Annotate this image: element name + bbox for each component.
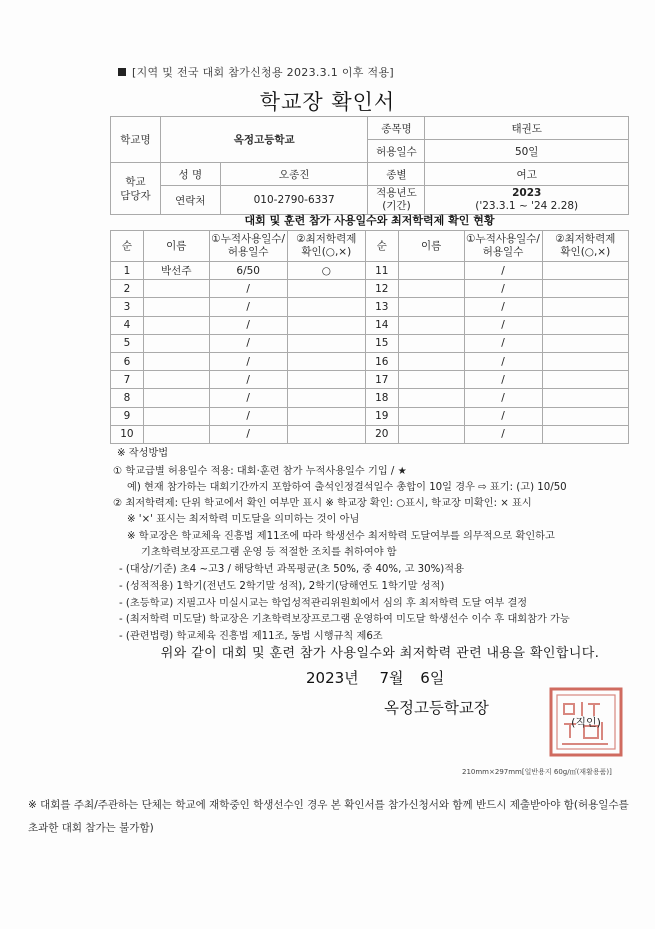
footer-note: ※ 대회를 주최/주관하는 단체는 학교에 재학중인 학생선수인 경우 본 확인서를 참가신청서와 함께 반드시 제출받아야 함(허용일수를 초과한 대회 참가는 불가함) [28,799,629,834]
row-name [398,316,464,334]
school-label: 학교명 [111,117,161,163]
row-name [143,407,209,425]
row-name [143,371,209,389]
row-name [398,298,464,316]
row-no: 18 [365,389,398,407]
acad-header-line1: ②최저학력제 [555,233,616,245]
table-row [111,371,629,389]
row-acad [542,262,628,280]
no-header: 순 [365,231,398,262]
row-days: / [464,316,542,334]
category-label: 종별 [368,163,425,186]
row-acad [542,407,628,425]
date-year: 2023년 [306,669,359,687]
instruction-item: ※ '×' 표시는 최저학력 미도달을 의미하는 것이 아님 [127,514,360,525]
contact-label: 연락처 [160,186,220,215]
row-acad [542,352,628,370]
row-name [398,371,464,389]
row-no: 4 [111,316,144,334]
row-name [398,407,464,425]
row-no: 2 [111,280,144,298]
table-row [111,389,629,407]
row-acad [287,280,365,298]
row-no: 3 [111,298,144,316]
allowed-days-label: 허용일수 [368,140,425,163]
row-name [143,389,209,407]
section-title: 대회 및 훈련 참가 사용일수와 최저학력제 확인 현황 [244,214,495,227]
header-note [118,64,394,80]
principal-name: 옥정고등학교장 [384,699,489,717]
name-header: 이름 [398,231,464,262]
row-days: / [464,334,542,352]
row-acad [542,298,628,316]
row-days: / [209,316,287,334]
instruction-item: ② 최저학력제: 단위 학교에서 확인 여부만 표시 ※ 학교장 확인: ○표시, 학교장 미확인: × 표시 [113,498,532,509]
square-bullet-icon [118,68,126,76]
row-no: 19 [365,407,398,425]
name-value: 오종진 [220,163,368,186]
row-no: 9 [111,407,144,425]
category-value: 여고 [425,163,629,186]
row-name [143,298,209,316]
contact-value: 010-2790-6337 [220,186,368,215]
row-days: / [209,407,287,425]
row-days: / [464,425,542,443]
row-acad [287,352,365,370]
days-header-line1: ①누적사용일수/ [466,233,540,245]
event-value: 태권도 [425,117,629,140]
instruction-item: - (초등학교) 지필고사 미실시교는 학업성적관리위원회에서 심의 후 최저학력 도달 여부 결정 [119,598,528,609]
row-acad [542,316,628,334]
row-no: 17 [365,371,398,389]
seal-mark-label: (직인) [571,716,601,729]
row-name [398,280,464,298]
row-no: 14 [365,316,398,334]
row-no: 15 [365,334,398,352]
year-cell [425,186,629,215]
table-row [111,280,629,298]
confirmation-text: 위와 같이 대회 및 훈련 참가 사용일수와 최저학력 관련 내용을 확인합니다. [160,646,600,661]
row-acad: ○ [287,262,365,280]
acad-header-line2: 확인(○,×) [560,246,611,258]
row-acad [287,316,365,334]
instructions-heading: ※ 작성방법 [117,448,169,459]
row-days: / [209,371,287,389]
days-header-line1: ①누적사용일수/ [211,233,286,245]
table-row [111,407,629,425]
row-acad [542,334,628,352]
row-no: 8 [111,389,144,407]
page-title: 학교장 확인서 [259,90,396,114]
row-name [143,280,209,298]
row-days: / [464,280,542,298]
paper-size-note: 210mm×297mm[일반용지 60g/㎡(재활용품)] [462,768,612,776]
table-row [111,262,629,280]
row-days: / [464,371,542,389]
row-days: / [464,389,542,407]
row-days: / [209,334,287,352]
row-name [398,389,464,407]
acad-header [287,231,365,262]
row-name [398,425,464,443]
table-row [111,316,629,334]
row-acad [287,407,365,425]
instruction-item: - (최저학력 미도달) 학교장은 기초학력보장프로그램 운영하여 미도달 학생선수 이수 후 대회참가 가능 [119,614,570,625]
year-label: 적용년도 (기간) [368,186,425,215]
year-value: 2023 [512,187,542,199]
row-no: 5 [111,334,144,352]
date-month: 7월 [379,669,404,687]
instruction-item: - (대상/기준) 초4 ~고3 / 해당학년 과목평균(초 50%, 중 40%, 고 30%)적용 [119,564,464,575]
row-days: / [464,262,542,280]
school-value: 옥정고등학교 [160,117,368,163]
days-header [209,231,287,262]
event-label: 종목명 [368,117,425,140]
row-days: 6/50 [209,262,287,280]
row-acad [542,280,628,298]
instruction-item: - (관련법령) 학교체육 진흥법 제11조, 동법 시행규칙 제6조 [119,631,383,642]
staff-label: 학교 담당자 [111,163,161,215]
official-seal [548,686,624,758]
row-acad [287,371,365,389]
row-acad [542,389,628,407]
grid-header-row [111,231,629,262]
days-header-line2: 허용일수 [482,246,524,258]
row-days: / [464,352,542,370]
row-acad [287,334,365,352]
table-row [111,425,629,443]
instruction-item: 기초학력보장프로그램 운영 등 적절한 조치를 취하여야 함 [141,547,397,558]
days-header [464,231,542,262]
row-no: 1 [111,262,144,280]
days-header-line2: 허용일수 [227,246,269,258]
allowed-days-value: 50일 [425,140,629,163]
row-days: / [209,425,287,443]
row-days: / [209,280,287,298]
row-name [143,316,209,334]
row-acad [287,298,365,316]
row-name [143,425,209,443]
info-table [110,116,629,215]
row-name [398,334,464,352]
instruction-item: ※ 학교장은 학교체육 진흥법 제11조에 따라 학생선수 최저학력 도달여부를 의무적으로 확인하고 [127,531,555,542]
row-days: / [209,389,287,407]
row-no: 10 [111,425,144,443]
instruction-item: ① 학교급별 허용일수 적용: 대회·훈련 참가 누적사용일수 기입 / ★ [113,466,407,477]
table-row [111,298,629,316]
row-acad [542,425,628,443]
row-name [398,262,464,280]
table-row [111,334,629,352]
instruction-item: 예) 현재 참가하는 대회기간까지 포함하여 출석인정결석일수 총합이 10일 경우 ⇨ 표기: (고) 10/50 [127,482,567,493]
row-days: / [209,298,287,316]
table-row [111,352,629,370]
name-label: 성 명 [160,163,220,186]
acad-header-line2: 확인(○,×) [301,246,352,258]
acad-header-line1: ②최저학력제 [296,233,357,245]
row-no: 11 [365,262,398,280]
row-name [143,334,209,352]
row-no: 20 [365,425,398,443]
period-value: ('23.3.1 ~ '24 2.28) [475,200,579,212]
no-header: 순 [111,231,144,262]
row-acad [542,371,628,389]
row-acad [287,389,365,407]
row-days: / [464,298,542,316]
header-note-text: [지역 및 전국 대회 참가신청용 2023.3.1 이후 적용] [132,66,394,79]
row-acad [287,425,365,443]
seal-stamp-icon [548,686,624,758]
row-name [398,352,464,370]
name-header: 이름 [143,231,209,262]
row-name: 박선주 [143,262,209,280]
grid-body [111,262,629,444]
row-no: 7 [111,371,144,389]
row-no: 12 [365,280,398,298]
row-name [143,352,209,370]
row-no: 6 [111,352,144,370]
issue-date [306,667,444,688]
date-day: 6일 [420,669,445,687]
principal-signature [384,696,489,718]
row-days: / [464,407,542,425]
instruction-item: - (성적적용) 1학기(전년도 2학기말 성적), 2학기(당해연도 1학기말 성적) [119,581,445,592]
row-no: 16 [365,352,398,370]
acad-header [542,231,628,262]
row-no: 13 [365,298,398,316]
usage-grid [110,230,629,444]
row-days: / [209,352,287,370]
